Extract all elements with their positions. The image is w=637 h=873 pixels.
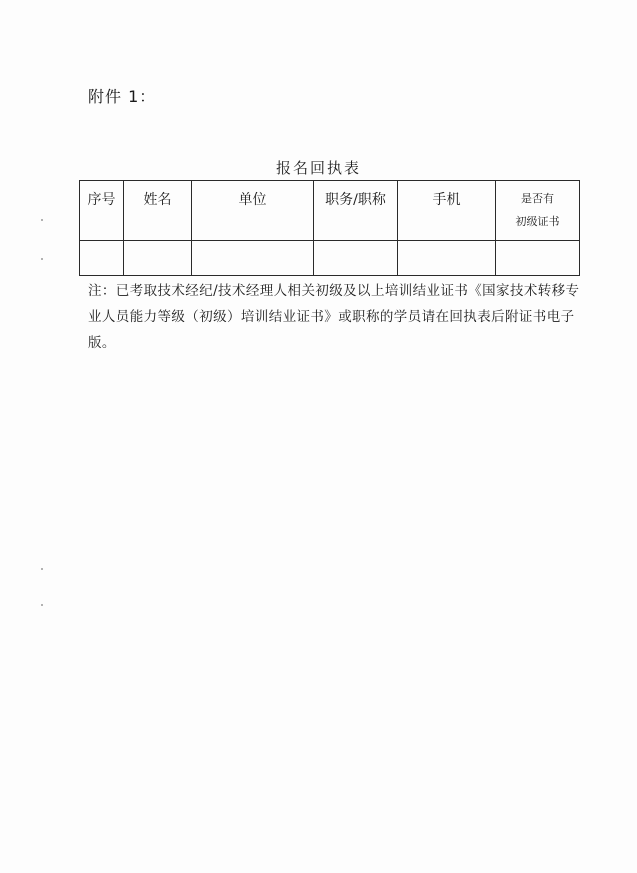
cell-name (124, 241, 192, 276)
header-has-certificate-line1: 是否有 (521, 192, 554, 205)
header-position-title: 职务/职称 (314, 181, 398, 241)
cell-has-certificate (496, 241, 580, 276)
table-row (80, 241, 580, 276)
header-has-certificate (496, 181, 580, 241)
cell-mobile (398, 241, 496, 276)
table-header-row (80, 181, 580, 241)
note-paragraph: 注：已考取技术经纪/技术经理人相关初级及以上培训结业证书《国家技术转移专业人员能力等级（初级）培训结业证书》或职称的学员请在回执表后附证书电子版。 (88, 283, 580, 351)
form-title: 报名回执表 (275, 159, 361, 177)
cell-organization (192, 241, 314, 276)
header-has-certificate-line2: 初级证书 (515, 215, 560, 228)
header-organization: 单位 (192, 181, 314, 241)
header-serial-number: 序号 (80, 181, 124, 241)
cell-serial-number (80, 241, 124, 276)
attachment-label: 附件 1： (88, 87, 157, 106)
scan-speck (41, 604, 43, 606)
registration-receipt-table (79, 180, 580, 276)
cell-position-title (314, 241, 398, 276)
scan-speck (41, 568, 43, 570)
scan-speck (41, 219, 43, 221)
header-mobile: 手机 (398, 181, 496, 241)
header-name: 姓名 (124, 181, 192, 241)
scan-speck (41, 258, 43, 260)
